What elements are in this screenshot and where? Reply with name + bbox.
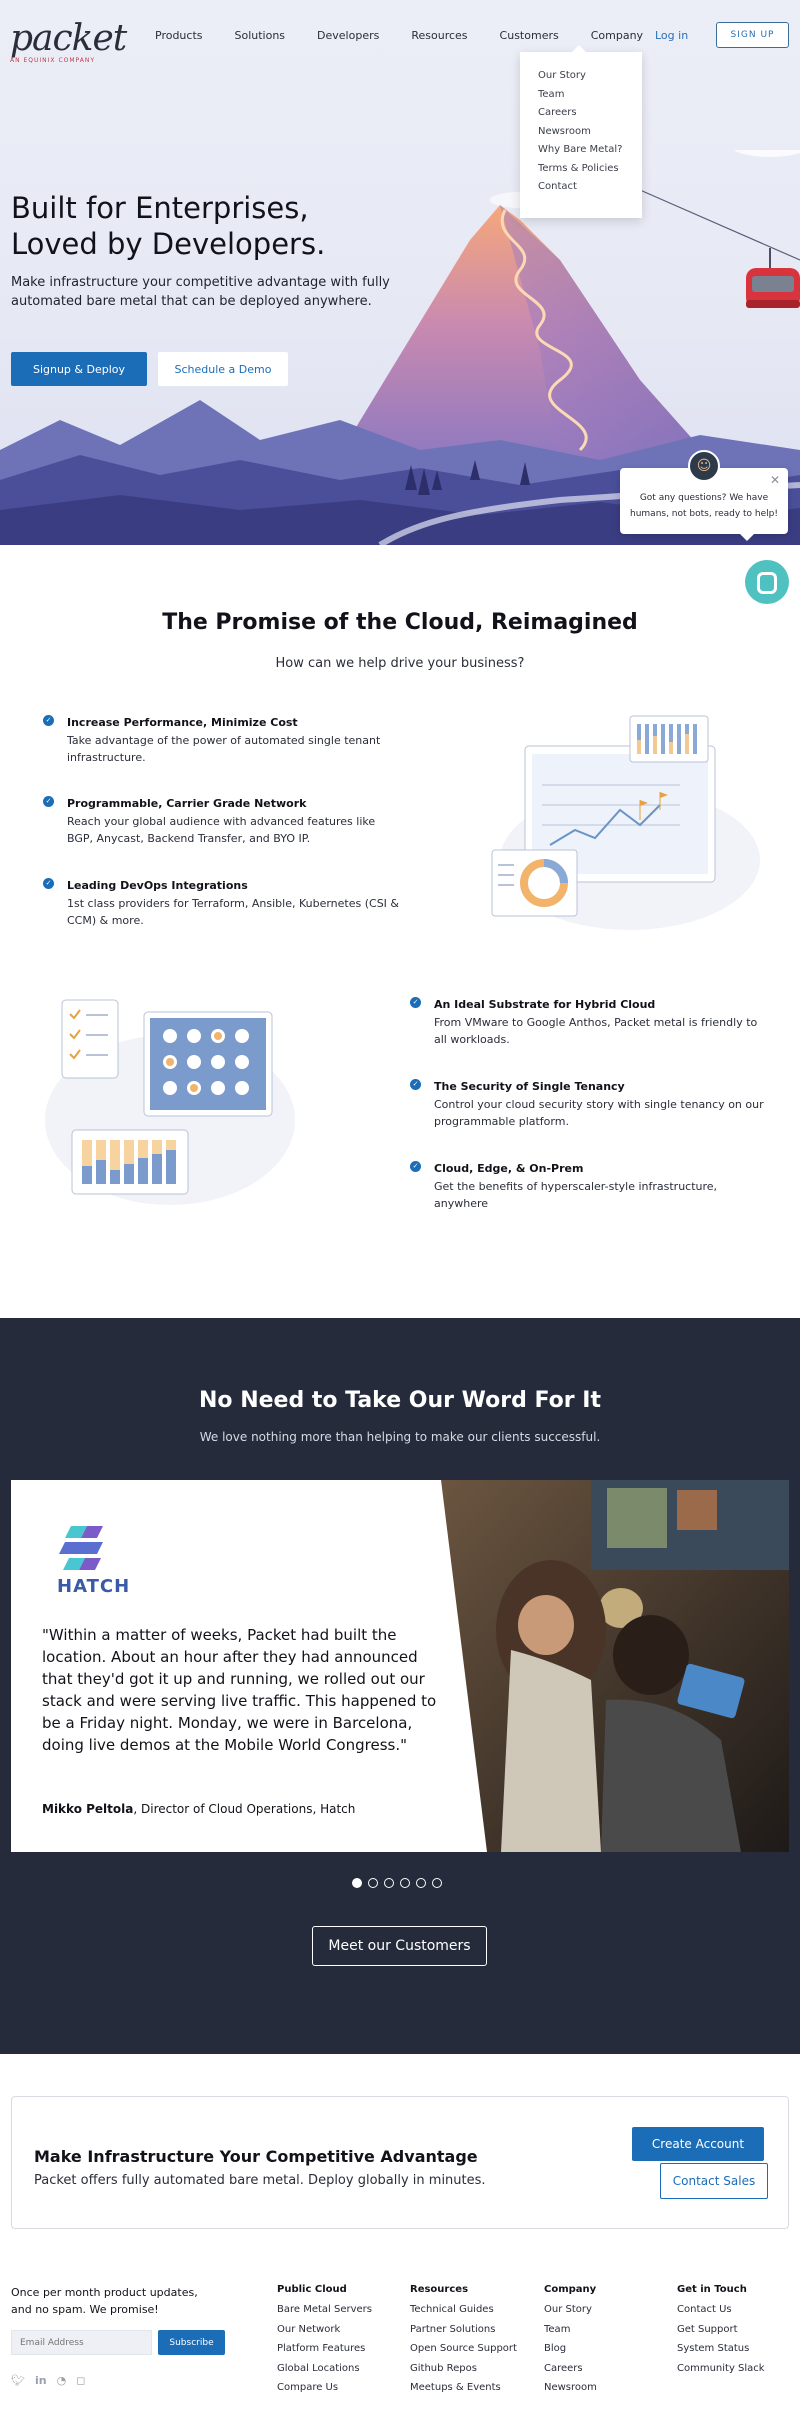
footer-link[interactable]: Github Repos [410, 2362, 477, 2374]
menu-item-contact[interactable]: Contact [538, 181, 577, 192]
feature-desc: Get the benefits of hyperscaler-style infrastructure, anywhere [434, 1180, 718, 1210]
email-input[interactable] [11, 2330, 152, 2355]
check-icon: ✓ [43, 715, 54, 726]
promise-title: The Promise of the Cloud, Reimagined [162, 610, 638, 635]
footer-link[interactable]: Our Network [277, 2323, 341, 2335]
footer-link[interactable]: Get Support [677, 2323, 738, 2335]
carousel-dot[interactable] [432, 1878, 442, 1888]
feature-network [43, 797, 403, 847]
check-icon: ✓ [410, 997, 421, 1008]
feature-title: Cloud, Edge, & On-Prem [434, 1162, 584, 1175]
testimonials-subtitle: We love nothing more than helping to make our clients successful. [199, 1430, 601, 1444]
menu-item-newsroom[interactable]: Newsroom [538, 125, 591, 137]
testimonial-card [11, 1480, 789, 1852]
footer-link[interactable]: Bare Metal Servers [277, 2304, 372, 2315]
nav-products[interactable]: Products [155, 29, 203, 42]
signup-button[interactable]: SIGN UP [716, 22, 789, 48]
footer-column-title: Public Cloud [277, 2284, 347, 2295]
footer-link[interactable]: Compare Us [277, 2382, 339, 2393]
footer-column-public-cloud [277, 2284, 372, 2402]
linkedin-icon[interactable]: in [34, 2374, 47, 2387]
cta-box [11, 2096, 789, 2229]
dashboard-illustration [40, 990, 330, 1230]
footer-link[interactable]: System Status [677, 2343, 750, 2354]
footer-link[interactable]: Contact Us [677, 2304, 732, 2315]
carousel-dot[interactable] [352, 1878, 362, 1888]
feature-title: Increase Performance, Minimize Cost [67, 716, 298, 729]
footer-link[interactable]: Technical Guides [410, 2304, 494, 2315]
feature-performance [43, 716, 403, 766]
nav-customers[interactable]: Customers [499, 29, 559, 42]
carousel-dot[interactable] [400, 1878, 410, 1888]
hatch-logo-icon [59, 1524, 109, 1576]
feature-single-tenancy [410, 1080, 770, 1130]
hero-subtitle: Make infrastructure your competitive advantage with fully automated bare metal that can be deployed anywhere. [11, 275, 390, 309]
subscribe-button[interactable]: Subscribe [158, 2330, 225, 2355]
feature-desc: Control your cloud security story with single tenancy on our programmable platform. [434, 1098, 764, 1128]
hatch-wordmark: HATCH [57, 1576, 131, 1597]
social-links [11, 2374, 85, 2387]
company-dropdown-menu [520, 52, 642, 218]
carousel-dots [352, 1878, 442, 1888]
menu-item-careers[interactable]: Careers [538, 107, 577, 118]
packet-logo[interactable] [10, 18, 126, 64]
cta-title: Make Infrastructure Your Competitive Advantage [34, 2147, 478, 2166]
author-role: , Director of Cloud Operations, Hatch [133, 1802, 356, 1816]
feature-devops [43, 879, 403, 929]
menu-item-our-story[interactable]: Our Story [538, 70, 586, 81]
logo-subtitle: AN EQUINIX COMPANY [10, 57, 96, 64]
feature-title: The Security of Single Tenancy [434, 1080, 625, 1093]
check-icon: ✓ [43, 796, 54, 807]
hero-title-line1: Built for Enterprises, [11, 191, 309, 225]
footer-column-get-in-touch [677, 2284, 765, 2382]
check-icon: ✓ [43, 878, 54, 889]
feature-title: Programmable, Carrier Grade Network [67, 797, 307, 810]
chat-agent-avatar: ☺ [688, 450, 720, 482]
menu-item-team[interactable]: Team [538, 88, 565, 100]
carousel-dot[interactable] [384, 1878, 394, 1888]
footer-link[interactable]: Platform Features [277, 2343, 366, 2354]
footer-link[interactable]: Newsroom [544, 2382, 597, 2393]
cta-subtitle: Packet offers fully automated bare metal. Deploy globally in minutes. [34, 2173, 486, 2188]
footer-link[interactable]: Our Story [544, 2304, 592, 2315]
main-nav [155, 29, 675, 42]
meet-customers-button[interactable]: Meet our Customers [312, 1926, 487, 1966]
close-icon[interactable]: ✕ [769, 473, 780, 487]
footer-link[interactable]: Open Source Support [410, 2343, 517, 2354]
newsletter-text: Once per month product updates, and no spam. We promise! [11, 2286, 198, 2316]
feature-desc: From VMware to Google Anthos, Packet metal is friendly to all workloads. [434, 1016, 758, 1046]
analytics-illustration [480, 710, 770, 940]
check-icon: ✓ [410, 1161, 421, 1172]
hero-title-line2: Loved by Developers. [11, 227, 326, 261]
testimonials-title: No Need to Take Our Word For It [199, 1388, 601, 1413]
footer-link[interactable]: Global Locations [277, 2362, 360, 2374]
nav-developers[interactable]: Developers [317, 29, 380, 42]
nav-company[interactable]: Company [590, 29, 644, 42]
feature-desc: Reach your global audience with advanced features like BGP, Anycast, Backend Transfer, and BYO IP. [67, 815, 376, 845]
promise-subtitle: How can we help drive your business? [275, 656, 525, 671]
footer-link[interactable]: Partner Solutions [410, 2323, 496, 2335]
chat-popup-tail [740, 534, 754, 548]
login-link[interactable]: Log in [655, 29, 689, 42]
chat-message: Got any questions? We have humans, not bots, ready to help! [630, 493, 778, 519]
create-account-button[interactable]: Create Account [632, 2127, 764, 2161]
feature-title: Leading DevOps Integrations [67, 879, 248, 892]
feature-hybrid-cloud [410, 998, 770, 1048]
footer-column-resources [410, 2284, 517, 2402]
footer-link[interactable]: Community Slack [677, 2362, 765, 2374]
carousel-dot[interactable] [416, 1878, 426, 1888]
footer-column-title: Company [544, 2284, 597, 2295]
feature-desc: Take advantage of the power of automated single tenant infrastructure. [67, 734, 381, 764]
contact-sales-button[interactable]: Contact Sales [660, 2163, 768, 2199]
feature-title: An Ideal Substrate for Hybrid Cloud [434, 998, 656, 1011]
chat-launcher-button[interactable] [745, 560, 789, 604]
footer-link[interactable]: Team [544, 2323, 571, 2335]
footer-column-title: Resources [410, 2284, 469, 2295]
feature-desc: 1st class providers for Terraform, Ansible, Kubernetes (CSI & CCM) & more. [67, 897, 399, 927]
feature-cloud-edge [410, 1162, 770, 1212]
github-icon[interactable]: ◔ [56, 2374, 67, 2387]
author-name: Mikko Peltola [42, 1802, 134, 1816]
testimonial-quote: "Within a matter of weeks, Packet had built the location. About an hour after they had announced that they'd got it up and running, we rolled out our stack and were serving live traffic. This happened to be a Friday night. Monday, we were in Barcelona, doing live demos at the Mobile World Congress." [42, 1626, 437, 1754]
testimonials-section [0, 1318, 800, 2054]
signup-deploy-button[interactable]: Signup & Deploy [11, 352, 147, 386]
nav-solutions[interactable]: Solutions [234, 29, 286, 42]
footer-column-title: Get in Touch [677, 2284, 747, 2295]
carousel-dot[interactable] [368, 1878, 378, 1888]
menu-item-terms[interactable]: Terms & Policies [538, 162, 619, 174]
logo-wordmark: packet [10, 18, 127, 59]
menu-item-why-bare-metal[interactable]: Why Bare Metal? [538, 144, 623, 155]
testimonial-author [42, 1802, 355, 1816]
footer-link[interactable]: Blog [544, 2343, 567, 2354]
testimonial-photo [441, 1480, 789, 1852]
hero-title [11, 190, 325, 262]
twitter-icon[interactable]: 🐦︎ [11, 2374, 25, 2387]
hero-section [0, 0, 800, 545]
footer-column-company [544, 2284, 597, 2402]
schedule-demo-button[interactable]: Schedule a Demo [158, 352, 288, 386]
footer-link[interactable]: Meetups & Events [410, 2382, 501, 2393]
check-icon: ✓ [410, 1079, 421, 1090]
nav-resources[interactable]: Resources [411, 29, 468, 42]
chat-bubble-icon [757, 572, 777, 594]
instagram-icon[interactable]: ◻ [76, 2374, 86, 2387]
footer-link[interactable]: Careers [544, 2362, 583, 2374]
